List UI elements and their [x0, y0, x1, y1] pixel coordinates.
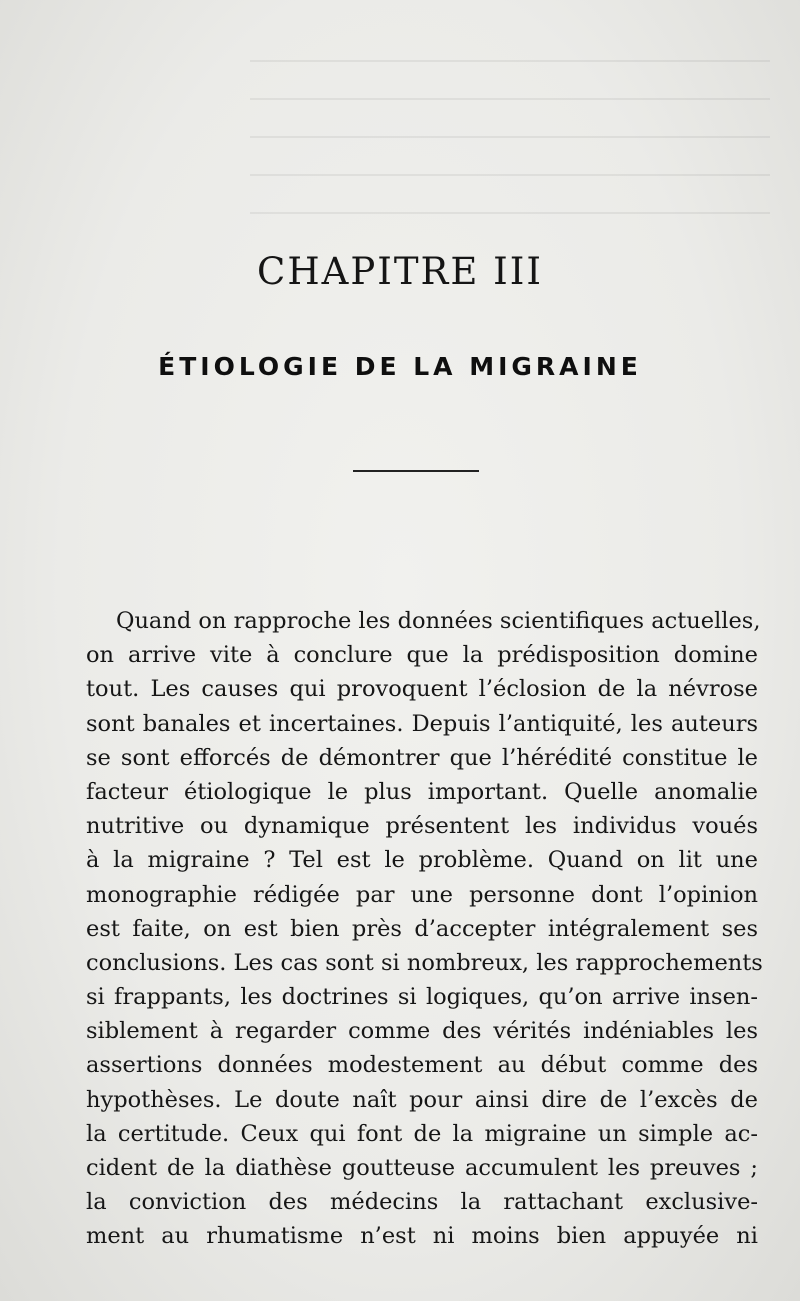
text-line: la conviction des médecins la rattachant exclusive- [86, 1189, 758, 1216]
section-title: ÉTIOLOGIE DE LA MIGRAINE [158, 352, 642, 381]
text-line: si frappants, les doctrines si logiques, qu’on arrive insen- [86, 984, 758, 1011]
body-paragraph [86, 604, 763, 1254]
text-line: est faite, on est bien près d’accepter intégralement ses [86, 915, 758, 942]
text-line: facteur étiologique le plus important. Quelle anomalie [86, 778, 758, 805]
text-line: assertions données modestement au début comme des [86, 1052, 758, 1079]
text-line: conclusions. Les cas sont si nombreux, les rapprochements [86, 949, 763, 976]
text-line: ment au rhumatisme n’est ni moins bien appuyée ni [86, 1223, 758, 1250]
text-line: siblement à regarder comme des vérités indéniables les [86, 1018, 758, 1045]
text-line: la certitude. Ceux qui font de la migraine un simple ac- [86, 1120, 758, 1147]
chapter-title: CHAPITRE III [257, 250, 543, 293]
text-line: se sont efforcés de démontrer que l’hérédité constitue le [86, 744, 758, 771]
text-line: nutritive ou dynamique présentent les individus voués [86, 813, 758, 840]
text-line: monographie rédigée par une personne dont l’opinion [86, 881, 758, 908]
text-line: hypothèses. Le doute naît pour ainsi dire de l’excès de [86, 1086, 758, 1113]
text-line: Quand on rapproche les données scientifiques actuelles, [116, 608, 761, 634]
text-line: tout. Les causes qui provoquent l’éclosion de la névrose [86, 676, 758, 703]
text-line: sont banales et incertaines. Depuis l’antiquité, les auteurs [86, 710, 758, 737]
bleed-through-text [250, 60, 770, 240]
text-line: cident de la diathèse goutteuse accumulent les preuves ; [86, 1155, 758, 1181]
text-line: à la migraine ? Tel est le problème. Quand on lit une [86, 847, 758, 874]
title-divider [353, 470, 479, 472]
text-line: on arrive vite à conclure que la prédisposition domine [86, 642, 758, 669]
